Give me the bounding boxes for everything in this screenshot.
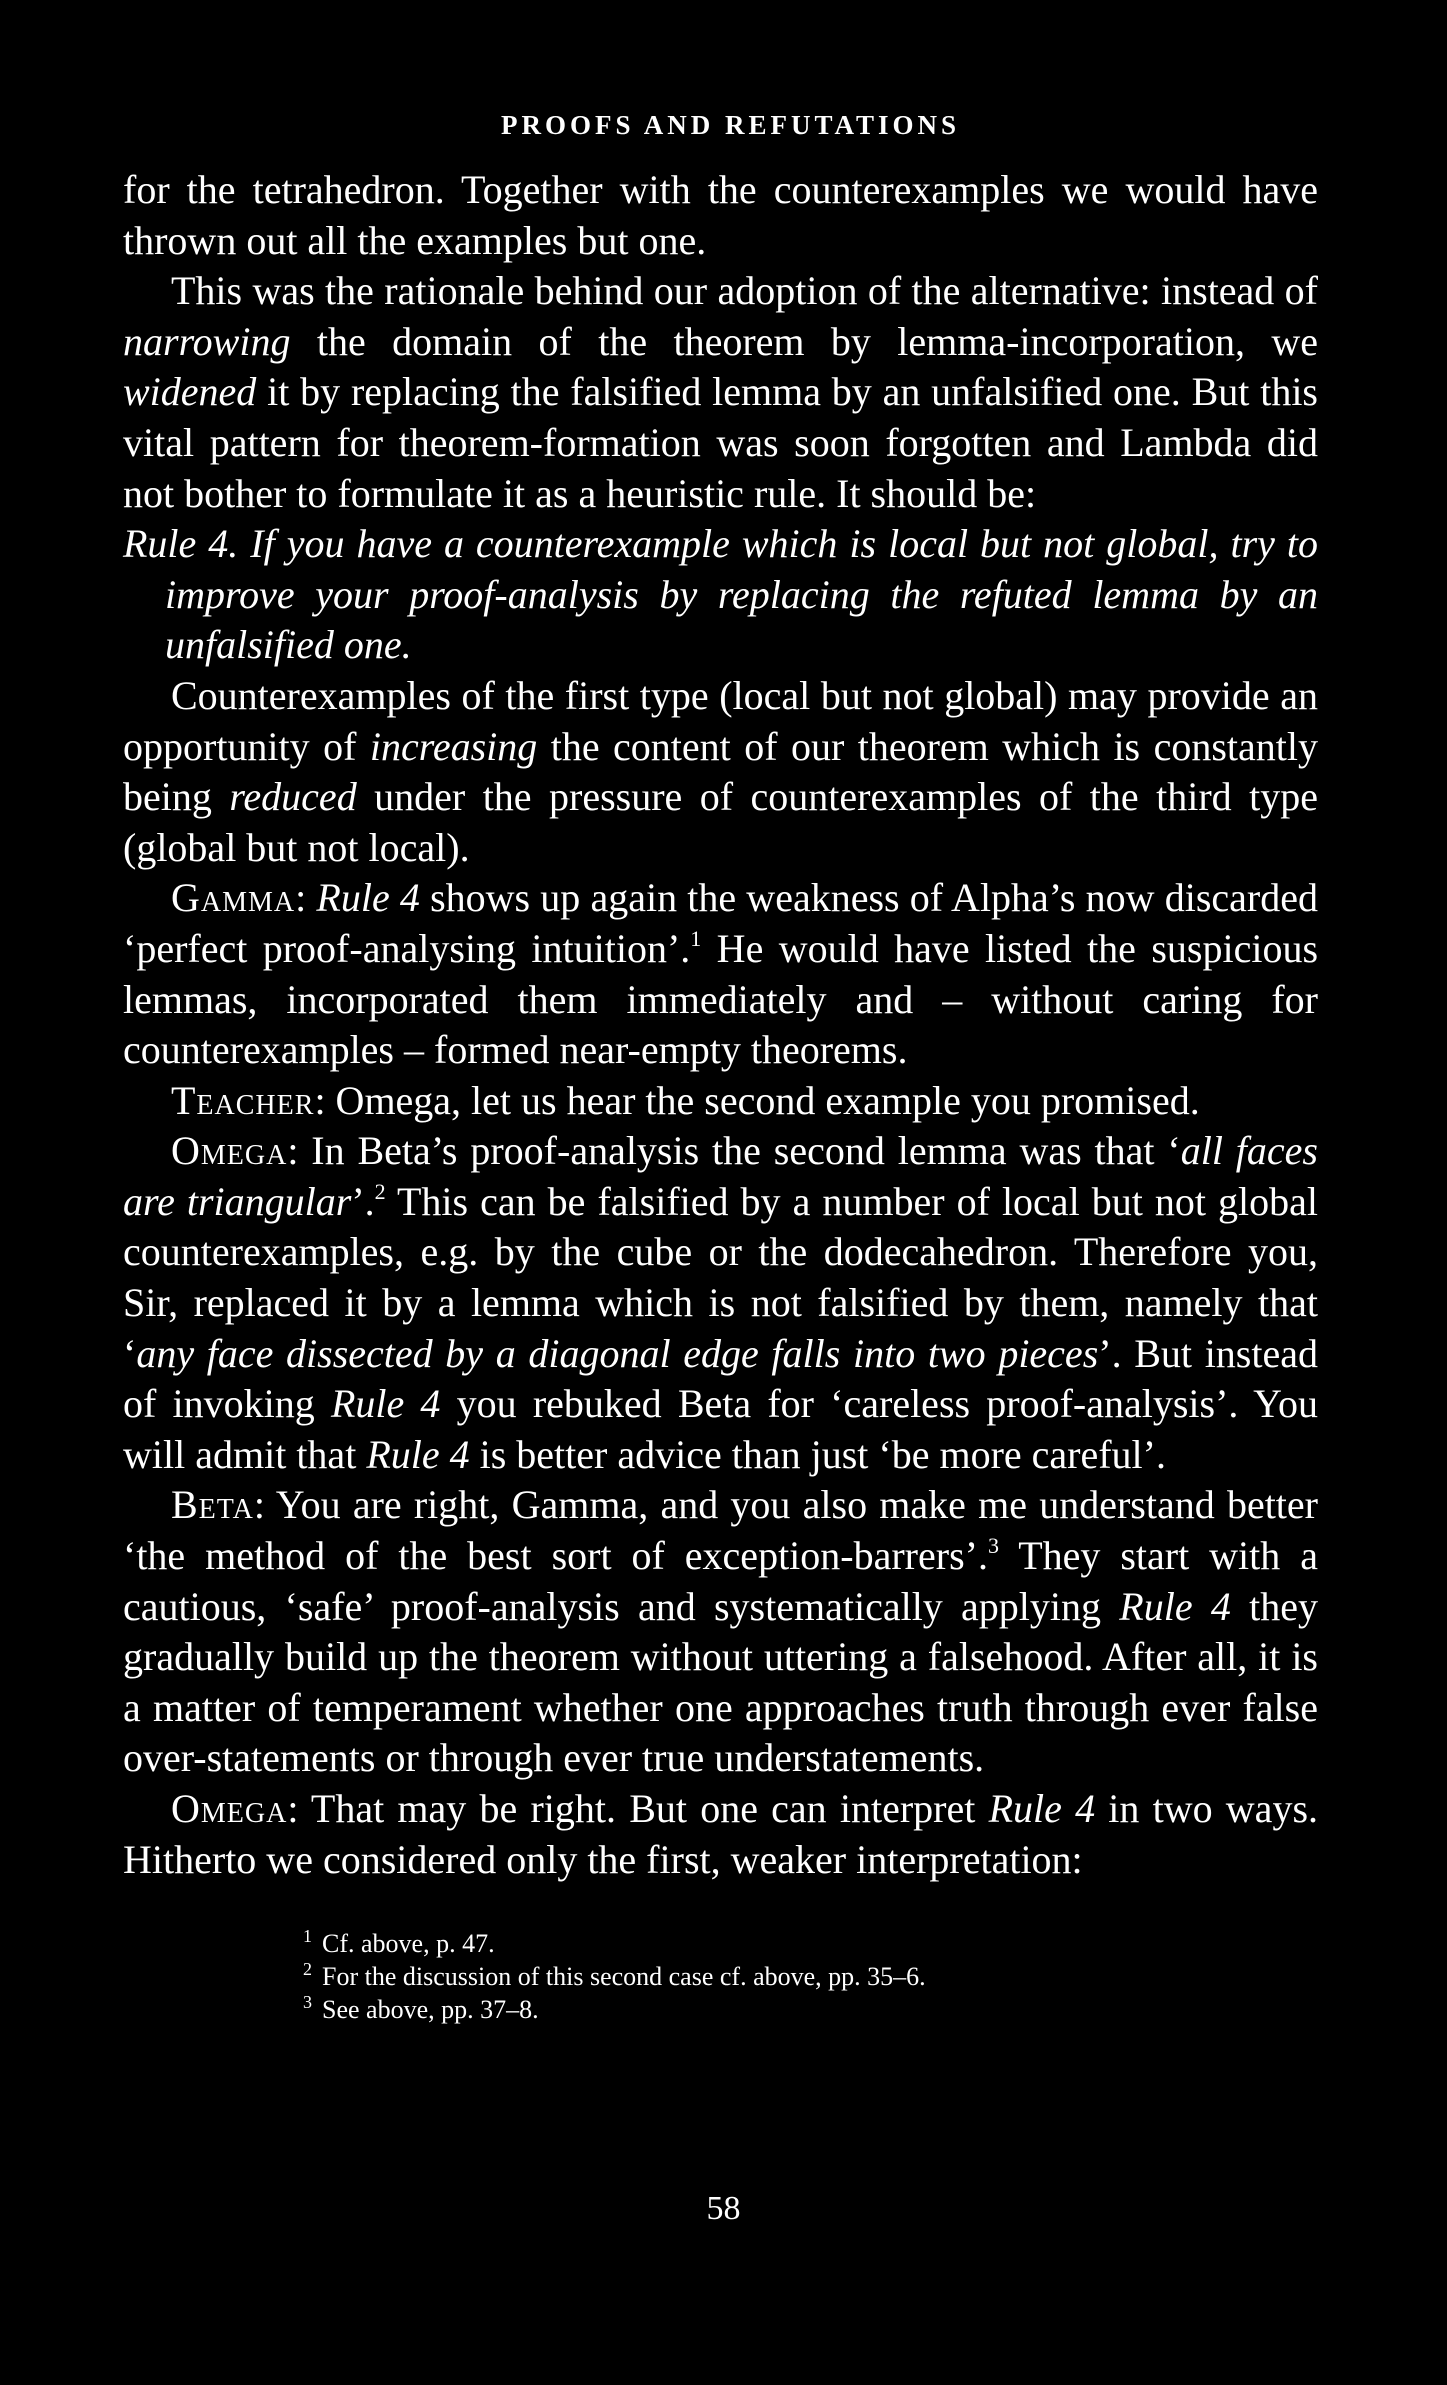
- footnote: [303, 1927, 1318, 1960]
- text-run: They start with a cautious, ‘safe’ proof-analysis and systematically applying: [123, 1533, 1318, 1629]
- text-run: ’. But instead of invoking: [123, 1330, 1318, 1427]
- page-number: 58: [706, 2190, 741, 2227]
- footnote-marker: 3: [987, 1533, 999, 1559]
- footnote-text: For the discussion of this second case cf. above, pp. 35–6.: [322, 1962, 926, 1992]
- text-run: : You are right, Gamma, and you also make me understand better ‘the method of the best sort of exception-barrers’.: [123, 1482, 1318, 1579]
- paragraph: [123, 266, 1318, 519]
- text-run: This was the rationale behind our adoption of the alternative: instead of: [171, 268, 1318, 314]
- footnote-mark: 2: [303, 1959, 312, 1980]
- footnote-text: See above, pp. 37–8.: [322, 1995, 539, 2025]
- text-run: in two ways. Hitherto we considered only the first, weaker interpretation:: [123, 1786, 1319, 1882]
- text-run: : In Beta’s proof-analysis the second lemma was that ‘: [287, 1128, 1181, 1174]
- dialogue-beta: [123, 1480, 1318, 1784]
- footnote-mark: 3: [303, 1992, 312, 2013]
- text-run: the content of our theorem which is constantly being: [123, 723, 1318, 820]
- text-run: they gradually build up the theorem without uttering a falsehood. After all, it is a matter of temperament whether one approaches truth through ever false over-statements or through ever true understatements.: [123, 1583, 1318, 1781]
- paragraph: [123, 165, 1318, 266]
- speaker-name: Teacher: [171, 1077, 315, 1123]
- footnote: [303, 1960, 1318, 1993]
- footnote-mark: 1: [303, 1926, 312, 1947]
- footnote-marker: 2: [374, 1178, 386, 1204]
- text-run: ’.: [351, 1178, 375, 1224]
- text-run: This can be falsified by a number of local but not global counterexamples, e.g. by the cube or the dodecahedron. Therefore you, Sir, replaced it by a lemma which is not falsified by them, namely that ‘: [123, 1178, 1318, 1376]
- footnote-text: Cf. above, p. 47.: [322, 1929, 495, 1959]
- rule-reference: Rule 4: [366, 1431, 470, 1477]
- emphasis: reduced: [229, 774, 357, 820]
- speaker-name: Beta: [171, 1482, 254, 1528]
- rule-4: [123, 519, 1318, 671]
- rule-reference: Rule 4: [316, 875, 420, 921]
- text-run: He would have listed the suspicious lemmas, incorporated them immediately and – without caring for counterexamples – formed near-empty theorems.: [123, 925, 1319, 1073]
- dialogue-gamma: [123, 873, 1318, 1075]
- emphasis: any face dissected by a diagonal edge falls into two pieces: [136, 1330, 1099, 1376]
- text-run: : Omega, let us hear the second example you promised.: [314, 1077, 1200, 1123]
- footnote-marker: 1: [690, 925, 702, 951]
- text-run: shows up again the weakness of Alpha’s now discarded ‘perfect proof-analysing intuition’.: [123, 875, 1318, 971]
- text-run: : That may be right. But one can interpret: [287, 1786, 989, 1831]
- emphasis: increasing: [369, 723, 538, 769]
- dialogue-teacher: [123, 1076, 1318, 1127]
- rule-text: If you have a counterexample which is local but not global, try to improve your proof-analysis by replacing the refuted lemma by an unfalsified one.: [165, 521, 1318, 668]
- rule-reference: Rule 4: [330, 1381, 441, 1427]
- footnote: [303, 1993, 1318, 2026]
- emphasis: widened: [123, 369, 257, 415]
- page: [123, 110, 1318, 2026]
- emphasis: narrowing: [123, 318, 291, 364]
- text-run: Counterexamples of the first type (local but not global) may provide an opportunity of: [123, 672, 1318, 769]
- emphasis: all faces are triangular: [123, 1128, 1318, 1224]
- text-run: is better advice than just ‘be more careful’.: [469, 1431, 1166, 1477]
- dialogue-omega: [123, 1784, 1318, 1885]
- rule-reference: Rule 4: [988, 1786, 1096, 1831]
- paragraph-text: for the tetrahedron. Together with the counterexamples we would have thrown out all the examples but one.: [123, 167, 1318, 263]
- text-run: you rebuked Beta for ‘careless proof-analysis’. You will admit that: [123, 1381, 1319, 1477]
- speaker-name: Omega: [171, 1786, 288, 1831]
- speaker-name: Omega: [171, 1128, 288, 1174]
- running-head: PROOFS AND REFUTATIONS: [500, 110, 961, 140]
- text-run: the domain of the theorem by lemma-incorporation, we: [290, 318, 1318, 364]
- text-run: :: [295, 875, 317, 921]
- paragraph: [123, 671, 1318, 873]
- body-text: [123, 165, 1318, 1885]
- text-run: under the pressure of counterexamples of the third type (global but not local).: [123, 774, 1319, 870]
- rule-number: Rule 4.: [123, 521, 239, 567]
- speaker-name: Gamma: [171, 875, 296, 921]
- dialogue-omega: [123, 1126, 1318, 1480]
- rule-reference: Rule 4: [1119, 1583, 1231, 1629]
- text-run: it by replacing the falsified lemma by an unfalsified one. But this vital pattern for theorem-formation was soon forgotten and Lambda did not bother to formulate it as a heuristic rule. It should be:: [123, 369, 1318, 516]
- footnotes: [123, 1927, 1318, 2026]
